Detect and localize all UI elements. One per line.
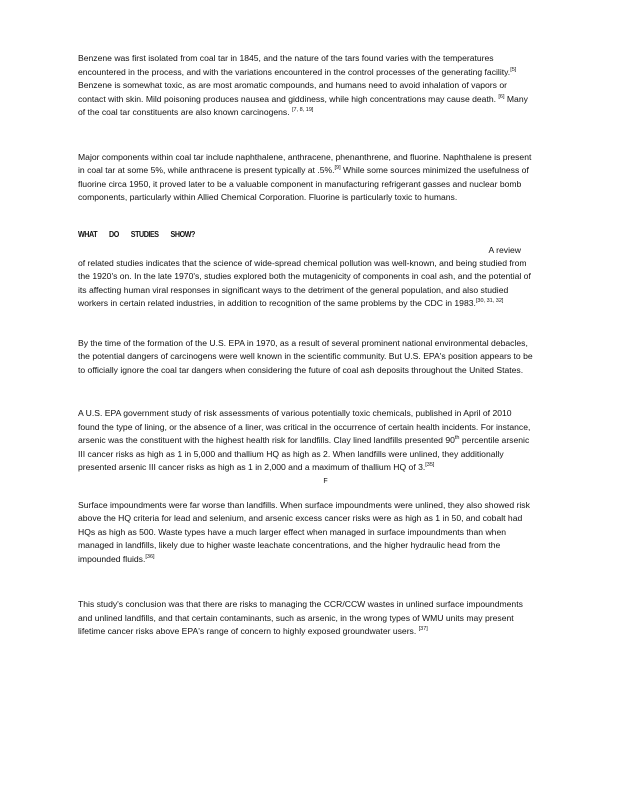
citation-ref: [35] bbox=[425, 462, 435, 469]
ordinal-suffix: th bbox=[454, 435, 460, 442]
paragraph-text: This study's conclusion was that there are risks to managing the CCR/CCW wastes in unlined surface impoundments and unlined landfills, and that certain contaminants, such as arsenic, in the wrong types of WMU units may present lifetime cancer risks above EPA's range of concern to highly exposed groundwater users. bbox=[78, 599, 523, 636]
paragraph-conclusion bbox=[78, 598, 533, 639]
paragraph-lead: A review bbox=[488, 244, 521, 255]
document-page bbox=[78, 52, 533, 639]
paragraph-text: A U.S. EPA government study of risk assessments of various potentially toxic chemicals, published in April of 2010 found the type of lining, or the absence of a liner, was critical in the occurrence of certain health incidents. For instance, arsenic was the constituent with the highest health risk for landfills. Clay lined landfills presented 90 bbox=[78, 408, 531, 445]
paragraph-text: While some sources minimized the usefulness of fluorine circa 1950, it proved later to be a valuable component in manufacturing refrigerant gasses and nuclear bomb components, particularly within Allied Chemical Corporation. Fluorine is particularly toxic to humans. bbox=[78, 165, 529, 202]
paragraph-text: percentile arsenic III cancer risks as high as 1 in 5,000 and thallium HQ as high as 2. When landfills were unlined, they additionally presented arsenic III cancer risks as high as 1 in 2,000 and a maximum of thallium HQ of 3. bbox=[78, 435, 530, 472]
paragraph-surface-impoundments bbox=[78, 499, 533, 567]
paragraph-text: Benzene is somewhat toxic, as are most aromatic compounds, and humans need to avoid inhalation of vapors or contact with skin. Mild poisoning produces nausea and giddiness, while high concentrations may cause death. bbox=[78, 80, 507, 104]
citation-ref: [37] bbox=[418, 626, 428, 633]
citation-ref: [9] bbox=[334, 165, 341, 172]
paragraph-benzene bbox=[78, 52, 533, 120]
citation-ref: [7, 8, 19] bbox=[292, 107, 314, 114]
paragraph-text: By the time of the formation of the U.S. EPA in 1970, as a result of several prominent national environmental debacles, the potential dangers of carcinogens were well known in the scientific community. But U.S. EPA's position appears to be to officially ignore the coal tar dangers when considering the future of coal ash deposits throughout the United States. bbox=[78, 337, 533, 375]
heading-word: DO bbox=[109, 228, 119, 239]
heading-word: SHOW? bbox=[170, 228, 195, 239]
citation-ref: [36] bbox=[145, 553, 155, 560]
paragraph-studies bbox=[78, 257, 533, 311]
section-heading bbox=[78, 229, 465, 242]
paragraph-components bbox=[78, 151, 533, 205]
citation-ref: [5] bbox=[510, 66, 517, 73]
paragraph-text: Major components within coal tar include naphthalene, anthracene, phenanthrene, and fluorine. Naphthalene is present in coal tar at some 5%, while anthracene is present typically at .5%. bbox=[78, 151, 532, 175]
paragraph-text: Benzene was first isolated from coal tar in 1845, and the nature of the tars found varies with the temperatures encountered in the process, and with the variations encountered in the control processes of the generating facility. bbox=[78, 53, 511, 77]
citation-ref: [6] bbox=[498, 93, 505, 100]
paragraph-text: Surface impoundments were far worse than landfills. When surface impoundments were unlined, they also showed risk above the HQ criteria for lead and selenium, and arsenic excess cancer risks were as high as 1 in 50, and cobalt had HQs as high as 500. Waste types have a much larger effect when managed in surface impoundments than when managed in landfills, likely due to higher waste leachate concentrations, and the higher hydraulic head from the impounded fluids. bbox=[78, 499, 530, 564]
heading-word: WHAT bbox=[78, 228, 98, 239]
heading-word: STUDIES bbox=[130, 228, 159, 239]
paragraph-text: of related studies indicates that the science of wide-spread chemical pollution was well-known, and being studied from the 1920's on. In the late 1970's, studies explored both the mutagenicity of components in coal ash, and the potential of its affecting human viral responses in significant ways to the detriment of the general population, and also studied workers in certain related industries, in addition to recognition of the same problems by the CDC in 1983. bbox=[78, 257, 531, 308]
citation-ref: [30, 31, 32] bbox=[475, 298, 504, 305]
paragraph-text: Many of the coal tar constituents are also known carcinogens. bbox=[78, 93, 528, 117]
paragraph-epa-formation bbox=[78, 337, 533, 378]
stray-marker: F bbox=[323, 477, 328, 485]
paragraph-epa-study bbox=[78, 407, 533, 475]
